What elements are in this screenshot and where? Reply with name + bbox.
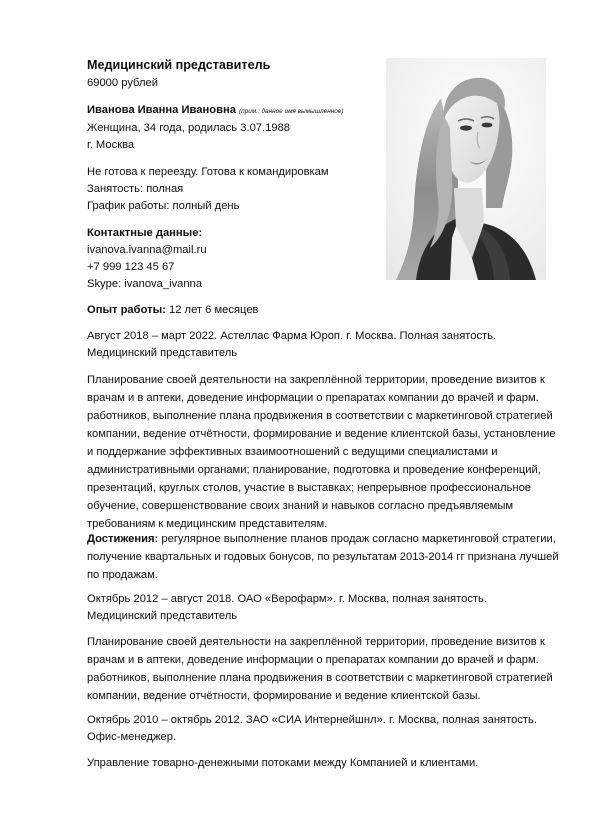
duty-line: работников, выполнение плана продвижения в соответствии с маркетинговой стратегией [87, 410, 553, 422]
duty-line: компании, ведение отчётности, формирование и ведение клиентской базы, установление [87, 428, 556, 440]
job-2-role: Медицинский представитель [87, 610, 238, 622]
personal-info: Женщина, 34 года, родилась 3.07.1988 [87, 122, 291, 134]
achievement-line: получение квартальных и годовых бонусов, по результатам 2013-2014 гг признана лучшей [87, 551, 559, 563]
duty-line: административными органами; планирование, подготовка и проведение конференций, [87, 464, 541, 476]
job-2-header: Октябрь 2012 – август 2018. ОАО «Верофарм». г. Москва, полная занятость. [87, 593, 487, 605]
duty-line: и поддержание эффективных взаимоотношений с ведущими специалистами и [87, 446, 498, 458]
name-note: (прим.: данное имя вымышленное) [239, 108, 344, 115]
duty-line: обучение, совершенствование своих знаний и навыков согласно предъявляемым [87, 500, 514, 512]
achievement-text: регулярное выполнение планов продаж согласно маркетинговой стратегии, [158, 533, 556, 545]
achievement-line [87, 530, 556, 548]
profile-photo [386, 58, 546, 280]
achievements-label: Достижения: [87, 533, 159, 545]
contacts-heading: Контактные данные: [87, 227, 203, 239]
duty-line: презентаций, круглых столов, участие в выставках; непрерывное профессиональное [87, 482, 532, 494]
job-2-duties [87, 633, 553, 705]
contact-skype: Skype: ivanova_ivanna [87, 278, 203, 290]
job-3-header: Октябрь 2010 – октябрь 2012. ЗАО «СИА Интернейшнл». г. Москва, полная занятость. [87, 714, 537, 726]
schedule: График работы: полный день [87, 200, 240, 212]
duty-line: компании, ведение отчётности, формирование и ведение клиентской базы. [87, 690, 481, 702]
job-3-duties: Управление товарно-денежными потоками между Компанией и клиентами. [87, 757, 479, 769]
salary: 69000 рублей [87, 77, 158, 89]
city: г. Москва [87, 139, 135, 151]
job-1-achievements [87, 530, 559, 584]
job-1-header: Август 2018 – март 2022. Астеллас Фарма Юроп. г. Москва. Полная занятость. [87, 330, 497, 342]
duty-line: работников, выполнение плана продвижения в соответствии с маркетинговой стратегией [87, 672, 553, 684]
duty-line: врачам и в аптеки, доведение информации о препаратах компании до врачей и фарм. [87, 392, 539, 404]
position-title: Медицинский представитель [87, 58, 271, 72]
relocation: Не готова к переезду. Готова к командировкам [87, 166, 329, 178]
experience-label: Опыт работы: [87, 304, 166, 316]
duty-line: требованиям к медицинским представителям. [87, 518, 328, 530]
portrait-image [386, 58, 546, 280]
job-1-role: Медицинский представитель [87, 347, 238, 359]
contact-email: ivanova.ivanna@mail.ru [87, 244, 207, 256]
candidate-name-line [87, 101, 344, 121]
experience-total [87, 301, 259, 319]
achievement-line: по продажам. [87, 569, 158, 581]
contact-phone: +7 999 123 45 67 [87, 261, 175, 273]
duty-line: Планирование своей деятельности на закреплённой территории, проведение визитов к [87, 636, 545, 648]
job-1-duties [87, 371, 556, 533]
duty-line: врачам и в аптеки, доведение информации о препаратах компании до врачей и фарм. [87, 654, 539, 666]
job-3-role: Офис-менеджер. [87, 731, 177, 743]
duty-line: Планирование своей деятельности на закреплённой территории, проведение визитов к [87, 374, 545, 386]
experience-value: 12 лет 6 месяцев [165, 304, 259, 316]
candidate-name: Иванова Иванна Ивановна [87, 104, 236, 116]
employment: Занятость: полная [87, 183, 184, 195]
